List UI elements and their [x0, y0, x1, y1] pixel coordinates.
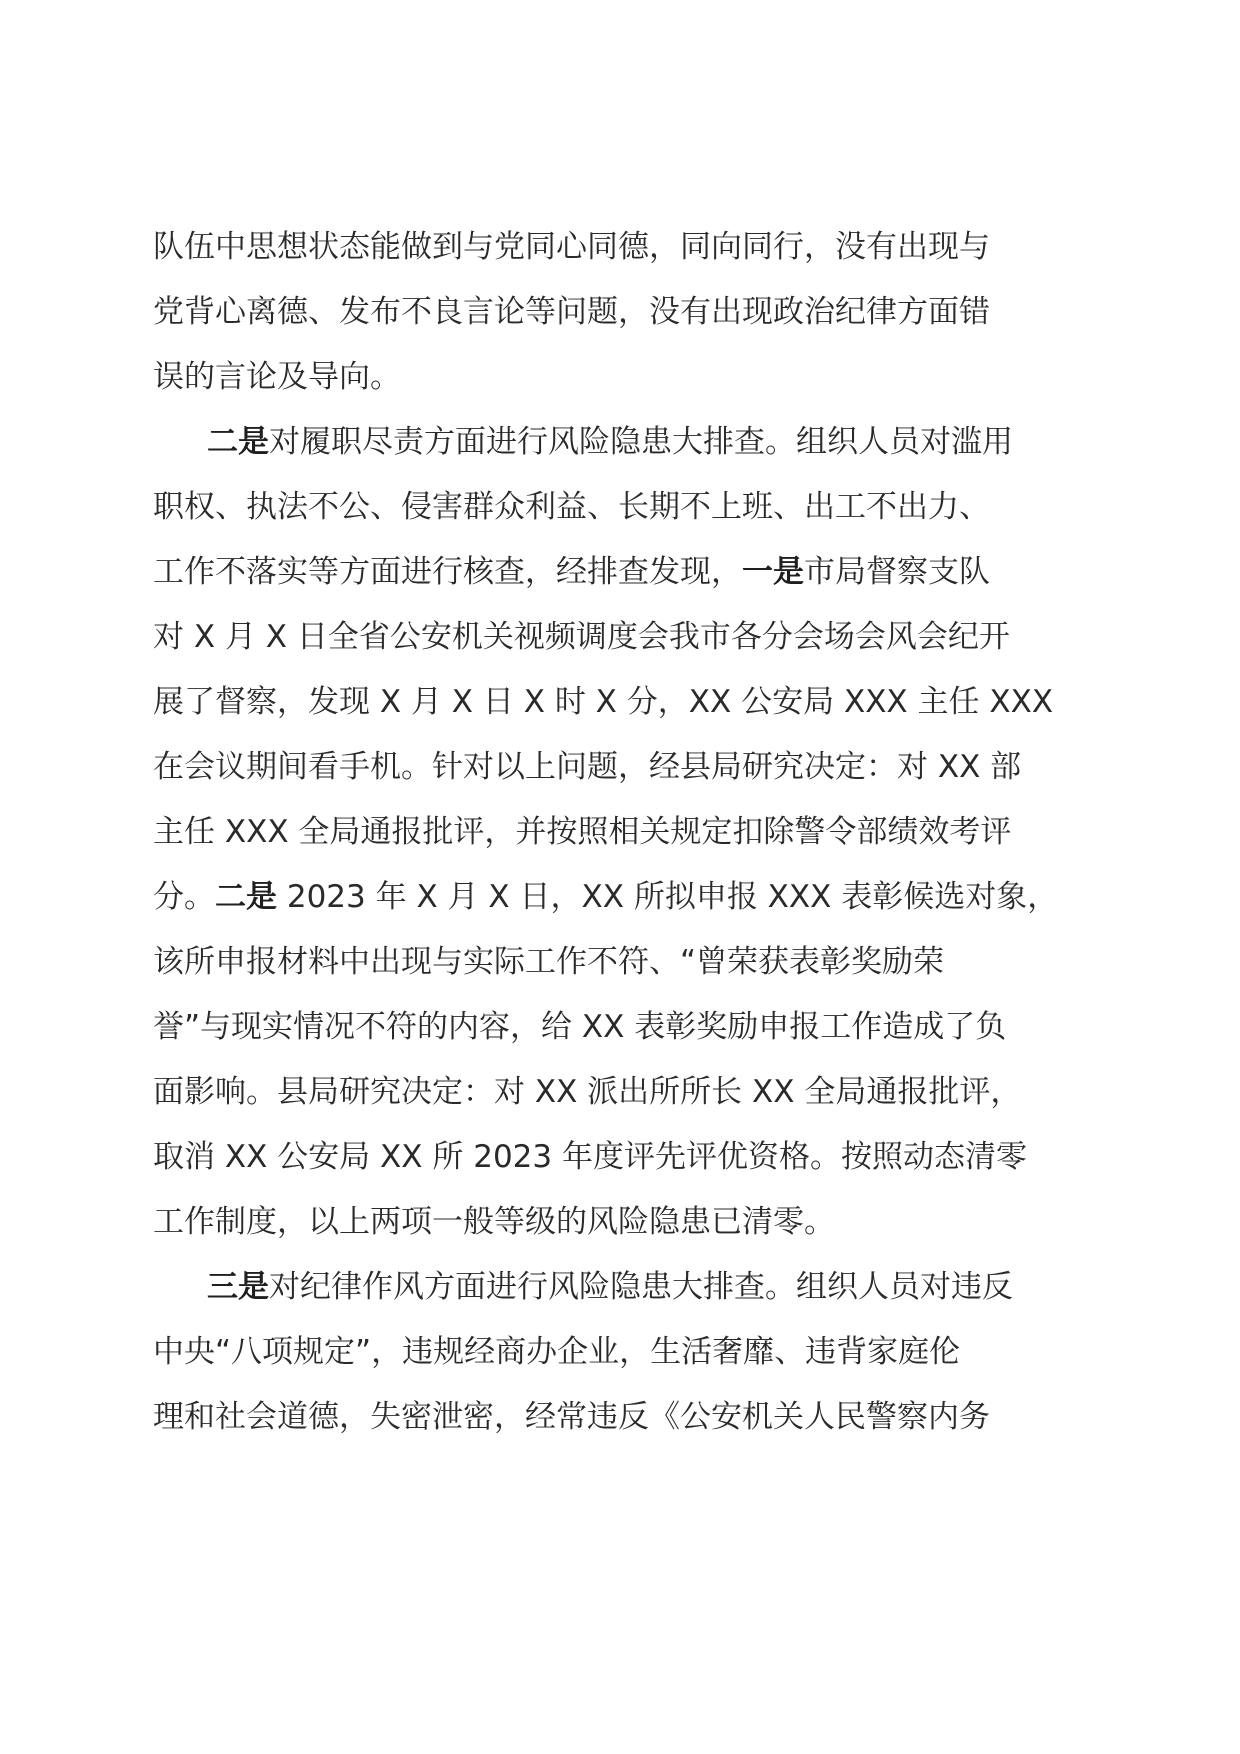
text-line	[153, 540, 1093, 605]
bold-lead-text: 二是	[207, 424, 269, 460]
text-line	[153, 475, 1093, 540]
bold-lead-text: 一是	[742, 554, 804, 590]
text-run: 对履职尽责方面进行风险隐患大排查。组织人员对滥用	[269, 424, 1013, 460]
text-line	[153, 1190, 1093, 1255]
text-line	[153, 735, 1093, 800]
text-line	[153, 865, 1093, 930]
text-line	[153, 1060, 1093, 1125]
bold-lead-text: 二是	[215, 879, 277, 915]
text-run: 2023 年 X 月 X 日，XX 所拟申报 XXX 表彰候选对象，	[277, 879, 1059, 915]
text-run: 职权、执法不公、侵害群众利益、长期不上班、出工不出力、	[153, 489, 990, 525]
text-line	[153, 930, 1093, 995]
text-line	[153, 345, 1093, 410]
text-run: 对纪律作风方面进行风险隐患大排查。组织人员对违反	[269, 1269, 1013, 1305]
text-line	[153, 670, 1093, 735]
text-line	[153, 995, 1093, 1060]
text-run: 工作制度，以上两项一般等级的风险隐患已清零。	[153, 1204, 835, 1240]
text-line	[153, 1320, 1093, 1385]
bold-lead-text: 三是	[207, 1269, 269, 1305]
text-run: 误的言论及导向。	[153, 359, 401, 395]
text-run: 队伍中思想状态能做到与党同心同德，同向同行，没有出现与	[153, 229, 990, 265]
text-run: 党背心离德、发布不良言论等问题，没有出现政治纪律方面错	[153, 294, 990, 330]
text-run: 在会议期间看手机。针对以上问题，经县局研究决定：对 XX 部	[153, 749, 1022, 785]
text-run: 该所申报材料中出现与实际工作不符、“曾荣获表彰奖励荣	[153, 944, 945, 980]
text-run: 中央“八项规定”，违规经商办企业，生活奢靡、违背家庭伦	[153, 1334, 961, 1370]
text-run: 取消 XX 公安局 XX 所 2023 年度评先评优资格。按照动态清零	[153, 1139, 1027, 1175]
text-line	[153, 1125, 1093, 1190]
text-run: 誉”与现实情况不符的内容，给 XX 表彰奖励申报工作造成了负	[153, 1009, 1007, 1045]
text-run: 对 X 月 X 日全省公安机关视频调度会我市各分会场会风会纪开	[153, 619, 1010, 655]
text-line	[153, 1385, 1093, 1450]
text-run: 面影响。县局研究决定：对 XX 派出所所长 XX 全局通报批评，	[153, 1074, 1022, 1110]
paragraph-start-line	[153, 410, 1093, 475]
paragraph-start-line	[153, 1255, 1093, 1320]
text-line	[153, 280, 1093, 345]
text-line	[153, 800, 1093, 865]
document-page	[153, 215, 1093, 1450]
text-run: 主任 XXX 全局通报批评，并按照相关规定扣除警令部绩效考评	[153, 814, 1012, 850]
text-run: 展了督察，发现 X 月 X 日 X 时 X 分，XX 公安局 XXX 主任 XXX	[153, 684, 1054, 720]
text-run: 市局督察支队	[804, 554, 990, 590]
text-line	[153, 215, 1093, 280]
text-run: 理和社会道德，失密泄密，经常违反《公安机关人民警察内务	[153, 1399, 990, 1435]
text-run: 分。	[153, 879, 215, 915]
text-run: 工作不落实等方面进行核查，经排查发现，	[153, 554, 742, 590]
text-line	[153, 605, 1093, 670]
